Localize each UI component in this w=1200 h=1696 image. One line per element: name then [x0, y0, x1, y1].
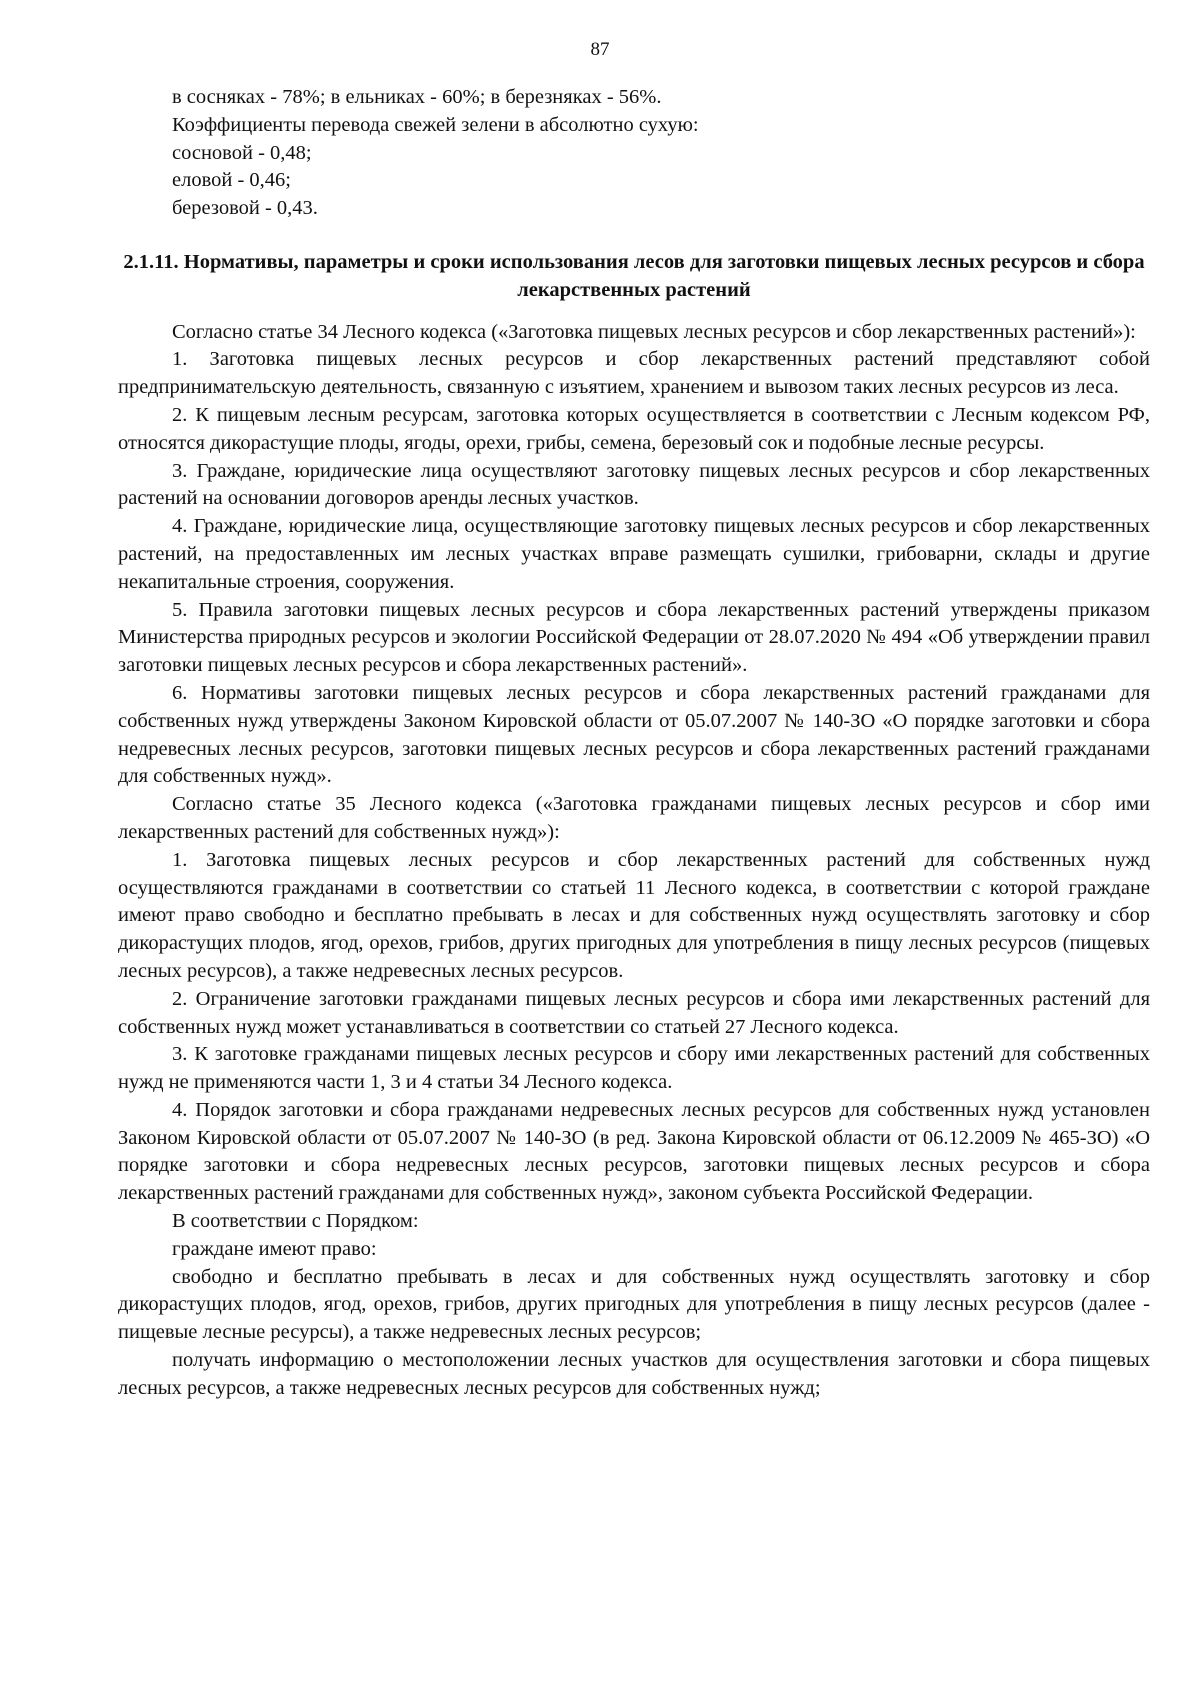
paragraph: Согласно статье 34 Лесного кодекса («Заготовка пищевых лесных ресурсов и сбор лекарственных растений»): — [172, 320, 1136, 343]
intro-line: березовой - 0,43. — [172, 197, 318, 220]
paragraph: 3. К заготовке гражданами пищевых лесных ресурсов и сбору ими лекарственных растений для собственных нужд не применяются части 1, 3 и 4 статьи 34 Лесного кодекса. — [118, 1043, 1150, 1094]
paragraph: 4. Порядок заготовки и сбора гражданами недревесных лесных ресурсов для собственных нужд установлен Законом Кировской области от 05.07.2007 № 140-ЗО (в ред. Закона Кировской области от 06.12.2009 № 465-ЗО) «О порядке заготовки и сбора недревесных лесных ресурсов, заготовки пищевых лесных ресурсов и сбора лекарственных растений гражданами для собственных нужд», законом субъекта Российской Федерации. — [118, 1098, 1150, 1205]
paragraph: 2. Ограничение заготовки гражданами пищевых лесных ресурсов и сбора ими лекарственных растений для собственных нужд может устанавливаться в соответствии со статьей 27 Лесного кодекса. — [118, 987, 1150, 1038]
section-heading: 2.1.11. Нормативы, параметры и сроки использования лесов для заготовки пищевых лесных ресурсов и сбора лекарственных растений — [123, 250, 1145, 301]
paragraph: получать информацию о местоположении лесных участков для осуществления заготовки и сбора пищевых лесных ресурсов, а также недревесных лесных ресурсов для собственных нужд; — [118, 1349, 1150, 1399]
intro-line: еловой - 0,46; — [172, 169, 291, 192]
paragraph: В соответствии с Порядком: — [172, 1210, 419, 1233]
paragraph: 3. Граждане, юридические лица осуществляют заготовку пищевых лесных ресурсов и сбор лекарственных растений на основании договоров аренды лесных участков. — [118, 459, 1150, 510]
page-content — [118, 84, 1150, 1403]
paragraph: граждане имеют право: — [172, 1237, 377, 1260]
intro-line: в сосняках - 78%; в ельниках - 60%; в березняках - 56%. — [172, 86, 662, 108]
paragraph: 1. Заготовка пищевых лесных ресурсов и сбор лекарственных растений представляют собой предпринимательскую деятельность, связанную с изъятием, хранением и вывозом таких лесных ресурсов из леса. — [118, 348, 1150, 399]
paragraph: 2. К пищевым лесным ресурсам, заготовка которых осуществляется в соответствии с Лесным кодексом РФ, относятся дикорастущие плоды, ягоды, орехи, грибы, семена, березовый сок и подобные лесные ресурсы. — [118, 403, 1150, 454]
paragraph: Согласно статье 35 Лесного кодекса («Заготовка гражданами пищевых лесных ресурсов и сбор ими лекарственных растений для собственных нужд»): — [118, 793, 1150, 843]
intro-line: Коэффициенты перевода свежей зелени в абсолютно сухую: — [172, 113, 699, 136]
paragraph: 4. Граждане, юридические лица, осуществляющие заготовку пищевых лесных ресурсов и сбор лекарственных растений, на предоставленных им лесных участках вправе размещать сушилки, грибоварни, склады и другие некапитальные строения, сооружения. — [118, 515, 1150, 593]
intro-line: сосновой - 0,48; — [172, 141, 312, 164]
paragraph: 5. Правила заготовки пищевых лесных ресурсов и сбора лекарственных растений утверждены приказом Министерства природных ресурсов и экологии Российской Федерации от 28.07.2020 № 494 «Об утверждении правил заготовки пищевых лесных ресурсов и сбора лекарственных растений». — [118, 598, 1150, 677]
paragraph: свободно и бесплатно пребывать в лесах и для собственных нужд осуществлять заготовку и сбор дикорастущих плодов, ягод, орехов, грибов, других пригодных для употребления в пищу лесных ресурсов (далее - пищевые лесные ресурсы), а также недревесных лесных ресурсов; — [118, 1265, 1150, 1344]
paragraph: 6. Нормативы заготовки пищевых лесных ресурсов и сбора лекарственных растений гражданами для собственных нужд утверждены Законом Кировской области от 05.07.2007 № 140-ЗО «О порядке заготовки и сбора недревесных лесных ресурсов, заготовки пищевых лесных ресурсов и сбора лекарственных растений гражданами для собственных нужд». — [118, 681, 1150, 788]
page-number: 87 — [590, 39, 610, 60]
paragraph: 1. Заготовка пищевых лесных ресурсов и сбор лекарственных растений для собственных нужд осуществляются гражданами в соответствии со статьей 11 Лесного кодекса, в соответствии с которой граждане имеют право свободно и бесплатно пребывать в лесах и для собственных нужд осуществлять заготовку и сбор дикорастущих плодов, ягод, орехов, грибов, других пригодных для употребления в пищу лесных ресурсов (пищевых лесных ресурсов), а также недревесных лесных ресурсов. — [118, 848, 1150, 982]
